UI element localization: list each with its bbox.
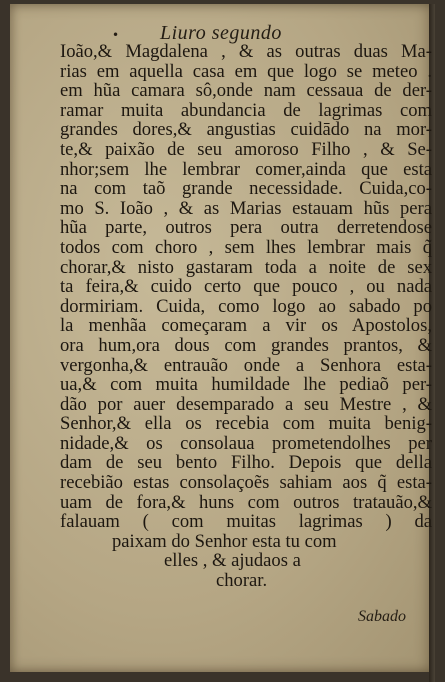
text-line: nhor;sem lhe lembrar comer,ainda que esta <box>60 158 432 180</box>
body-text <box>60 42 432 591</box>
text-line: nidade,& os consolaua prometendolhes per <box>60 432 432 454</box>
text-line: Ioão,& Magdalena , & as outras duas Ma- <box>60 41 432 62</box>
catchword: Sabado <box>358 608 406 625</box>
text-line: dão por auer desemparado a seu Mestre , & <box>60 393 432 415</box>
text-line: hũa parte, outros pera outra derretendose <box>60 217 432 239</box>
text-line: ora hum,ora dous com grandes prantos, & <box>60 334 432 356</box>
text-line: chorar. <box>216 570 268 592</box>
text-line: dormiriam. Cuida, como logo ao sabado po <box>60 295 432 317</box>
text-line: uam de fora,& huns com outros tratauão,& <box>60 491 432 513</box>
text-line: paixam do Senhor esta tu com <box>112 530 337 552</box>
text-line: recebião estas consolaçoẽs sahiam aos q̃ esta- <box>60 472 432 494</box>
text-line: ua,& com muita humildade lhe pediaõ per- <box>60 374 432 396</box>
running-title: Liuro segundo <box>160 22 282 44</box>
text-line: rias em aquella casa em que logo se meteo . <box>60 60 432 82</box>
text-line: dam de seu bento Filho. Depois que della <box>60 452 432 474</box>
text-line: falauam ( com muitas lagrimas ) da <box>60 511 432 533</box>
text-line: chorar,& nisto gastaram toda a noite de sex <box>60 256 432 278</box>
text-line: na com taõ grande necessidade. Cuida,co- <box>60 178 432 200</box>
text-line: ramar muita abundancia de lagrimas com <box>60 99 432 121</box>
text-line: ta feira,& cuido certo que pouco , ou nada <box>60 276 432 298</box>
text-line: Senhor,& ella os recebia com muita benig- <box>60 413 432 435</box>
book-page <box>10 4 435 672</box>
text-line: todos com choro , sem lhes lembrar mais q̃ <box>60 236 432 258</box>
text-line: mo S. Ioão , & as Marias estauam hũs pera <box>60 197 432 219</box>
header-mark: • <box>112 28 120 42</box>
text-line: em hũa camara sô,onde nam cessaua de der- <box>60 80 432 102</box>
text-line: te,& paixão de seu amoroso Filho , & Se- <box>60 138 432 160</box>
text-line: elles , & ajudaos a <box>164 550 301 572</box>
text-line: vergonha,& entrauão onde a Senhora esta- <box>60 354 432 376</box>
text-line: grandes dores,& angustias cuidādo na mor- <box>60 119 432 141</box>
text-line: la menhãa começaram a vir os Apostolos, <box>60 315 432 337</box>
